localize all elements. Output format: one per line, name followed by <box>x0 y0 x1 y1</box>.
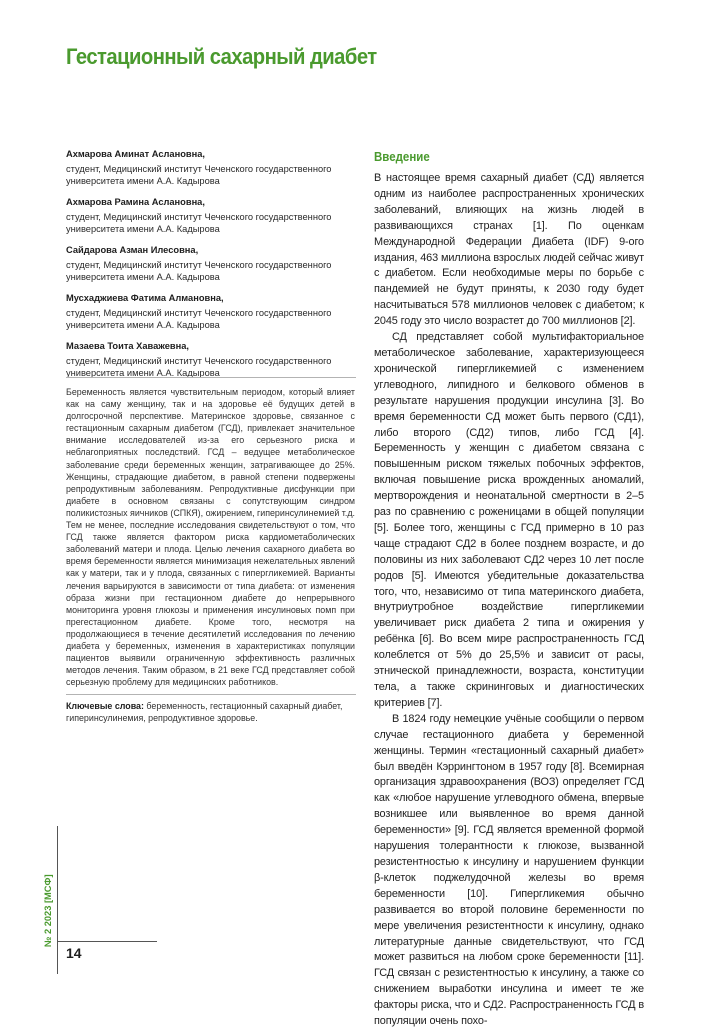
author-affiliation: студент, Медицинский институт Чеченского государственного университета имени А.А. Кадырова <box>66 164 332 186</box>
abstract-top-divider <box>66 377 356 378</box>
footer-vertical-rule <box>57 826 58 974</box>
keywords-label: Ключевые слова: <box>66 701 144 711</box>
abstract-text: Беременность является чувствительным периодом, который влияет как на саму женщину, так и на здоровье её будущих детей в долгосрочной перспективе. Материнское здоровье, связанное с гестационным сахарным диабетом (ГСД), привлекает значительное внимание исследователей из-за его серьезного риска и неблагоприятных последствий. ГСД – ведущее метаболическое заболевание среди беременных женщин, затрагивающее до 25%. Женщины, страдающие диабетом, в равной степени подвержены репродуктивным заболеваниям. Репродуктивные дисфункции при диабете в основном связаны с сопутствующим синдром поликистозных яичников (СПКЯ), ожирением, гиперинсулинемией т.д. Тем не менее, последние исследования свидетельствуют о том, что ГСД также является фактором риска кардиометаболических заболеваний матери и плода. Целью лечения сахарного диабета во время беременности является минимизация нежелательных явлений как у матери, так и у плода, связанных с гипергликемией. Варианты лечения варьируются в зависимости от типа диабета: от изменения образа жизни при гестационном диабете до непрерывного мониторинга уровня глюкозы и применения инсулиновых помп при прегестационном диабете. Кроме того, несмотря на продолжающиеся в течение десятилетий исследования по лечению диабета у беременных, изменения в характеристиках популяции пациентов выявили ограниченную эффективность различных методов лечения. Таким образом, в 21 веке ГСД представляет собой серьезную проблему для медицинских работников. <box>66 387 355 688</box>
intro-paragraph: В настоящее время сахарный диабет (СД) является одним из наиболее распространенных хронических заболеваний, влияющих на жизнь людей в развивающихся странах [1]. По оценкам Международной Федерации Диабета (IDF) 9-ого издания, 463 миллиона взрослых людей сейчас живут с диабетом. Если необходимые меры по борьбе с пандемией не будут приняты, к 2030 году будет насчитываться 578 миллионов человек с диабетом; к 2045 году это число возрастет до 700 миллионов [2]. <box>374 172 644 328</box>
author-name: Сайдарова Азман Илесовна, <box>66 245 199 255</box>
author-name: Ахмарова Рамина Аслановна, <box>66 197 205 207</box>
intro-paragraph: В 1824 году немецкие учёные сообщили о первом случае гестационного диабета у беременной женщины. Термин «гестационный сахарный диабет» был введён Кэррингтоном в 1957 году [8]. Всемирная организация здравоохранения (ВОЗ) определяет ГСД как «любое нарушение углеводного обмена, впервые возникшее или выявленное во время данной беременности» [9]. ГСД является временной формой нарушения толерантности к глюкозе, вызванной резистентностью к инсулину и нарушением функции β-клеток поджелудочной железы во время беременности [10]. Гипергликемия обычно развивается во второй половине беременности по мере увеличения резистентности к инсулину, однако литературные данные свидетельствуют, что ГСД может развиться на любом сроке беременности [11]. ГСД связан с резистентностью к инсулину, а также со снижением выработки инсулина и имеет те же факторы риска, что и СД2. Распространенность ГСД в популяции очень похо- <box>374 712 644 1028</box>
authors-block <box>66 148 347 388</box>
article-title: Гестационный сахарный диабет <box>66 44 377 69</box>
author-affiliation: студент, Медицинский институт Чеченского государственного университета имени А.А. Кадырова <box>66 212 332 234</box>
introduction-section <box>374 150 644 1030</box>
author-name: Мусхаджиева Фатима Алмановна, <box>66 293 224 303</box>
page-number: 14 <box>66 945 82 961</box>
keywords-text: беременность, гестационный сахарный диабет, гиперинсулинемия, репродуктивное здоровье. <box>66 701 343 724</box>
author-entry <box>66 196 347 235</box>
section-heading: Введение <box>374 150 430 164</box>
author-name: Ахмарова Аминат Аслановна, <box>66 149 205 159</box>
author-affiliation: студент, Медицинский институт Чеченского государственного университета имени А.А. Кадырова <box>66 260 332 282</box>
author-name: Мазаева Тоита Хаважевна, <box>66 341 189 351</box>
footer-horizontal-rule <box>57 941 157 942</box>
author-affiliation: студент, Медицинский институт Чеченского государственного университета имени А.А. Кадырова <box>66 308 332 330</box>
issue-label: № 2 2023 [МСФ] <box>43 874 53 947</box>
keywords <box>66 700 355 724</box>
author-entry <box>66 148 347 187</box>
intro-paragraph: СД представляет собой мультифакториальное метаболическое заболевание, характеризующееся хронической гипергликемией с изменением углеводного, липидного и белкового обменов в результате нарушения продукции инсулина [3]. Во время беременности СД может быть первого (СД1), либо второго (СД2) типов, либо ГСД [4]. Беременность у женщин с диабетом связана с повышенным риском тяжелых побочных эффектов, включая повышение риска врожденных аномалий, мертворождения и неонатальной смертности в 2–5 раз по сравнению с роженицами в общей популяции [5]. Более того, женщины с ГСД примерно в 10 раз чаще страдают СД2 в более позднем возрасте, и до половины из них заболевают СД2 через 10 лет после родов [5]. Имеются убедительные доказательства того, что, независимо от типа материнского диабета, внутриутробное воздействие гипергликемии увеличивает риск диабета 2 типа и ожирения у ребёнка [6]. Во всем мире распространенность ГСД колеблется от 5% до 25,5% и зависит от расы, этнической принадлежности, возраста, конституции тела, а также скрининговых и диагностических критериев [7]. <box>374 331 644 709</box>
author-entry <box>66 292 347 331</box>
author-affiliation: студент, Медицинский институт Чеченского государственного университета имени А.А. Кадырова <box>66 356 332 378</box>
keywords-divider <box>66 694 356 695</box>
author-entry <box>66 340 347 379</box>
author-entry <box>66 244 347 283</box>
